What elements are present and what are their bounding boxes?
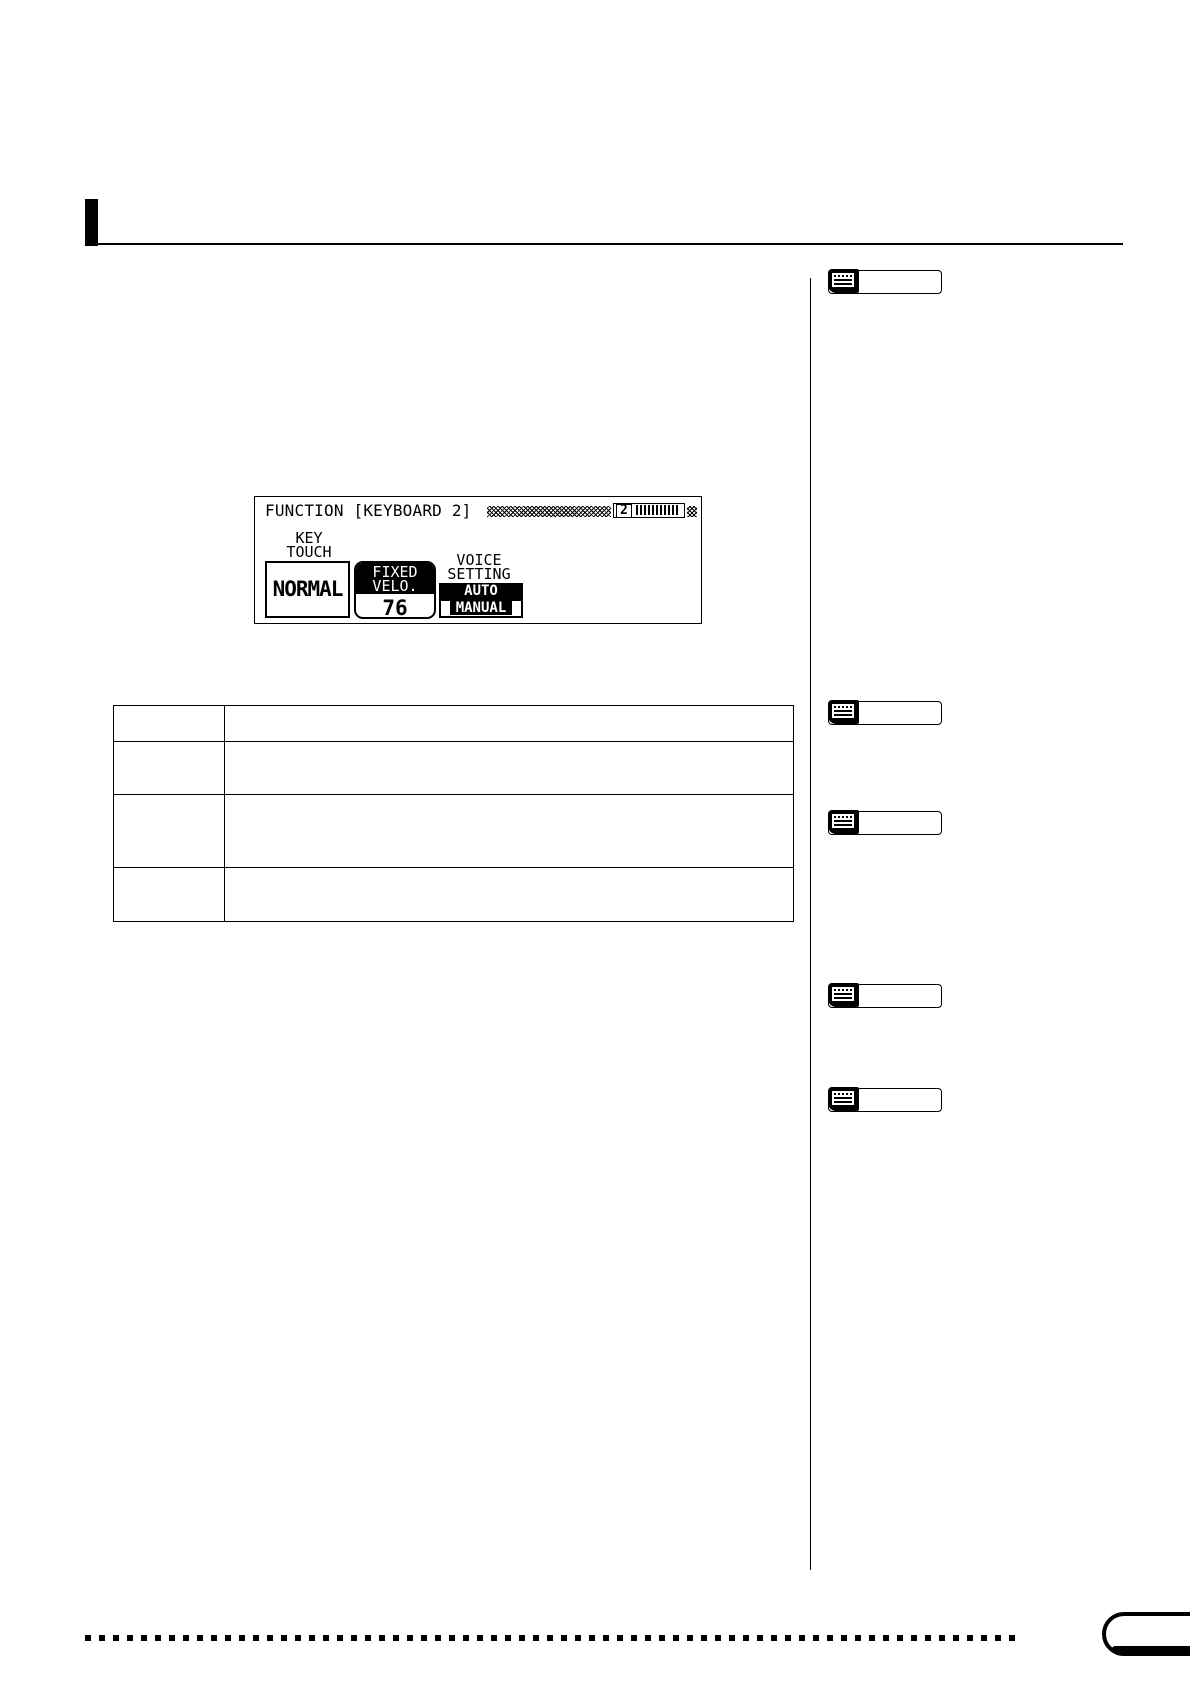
table-row <box>114 795 794 868</box>
voice-setting-label-line1: VOICE <box>456 551 502 569</box>
section-heading-rule <box>85 243 1123 245</box>
table-row <box>114 706 794 742</box>
lcd-title-hatch-end <box>687 506 697 517</box>
table-cell <box>114 868 225 922</box>
parameter-table <box>113 705 794 922</box>
note-tag <box>828 984 942 1008</box>
key-touch-box <box>265 561 350 618</box>
lcd-title-hatch <box>487 506 611 517</box>
note-tag <box>828 270 942 294</box>
table-cell <box>114 706 225 742</box>
key-touch-label-line1: KEY <box>295 529 323 547</box>
table-cell <box>225 868 794 922</box>
lcd-page-indicator <box>613 503 685 518</box>
table-cell <box>114 795 225 868</box>
table-cell <box>225 795 794 868</box>
note-icon <box>828 1087 859 1111</box>
note-icon <box>828 269 859 293</box>
fixed-velo-value: 76 <box>382 596 408 619</box>
footer-dotted-rule <box>85 1635 1020 1641</box>
section-heading-bar <box>85 199 98 246</box>
table-cell <box>225 706 794 742</box>
fixed-velo-label <box>356 563 434 594</box>
page-number-tab <box>1102 1612 1190 1656</box>
note-icon <box>828 700 859 724</box>
note-icon <box>828 810 859 834</box>
voice-setting-auto: AUTO <box>439 583 523 600</box>
fixed-velo-box <box>354 561 436 619</box>
page-tab-shadow <box>1112 1646 1190 1652</box>
lcd-title: FUNCTION [KEYBOARD 2] <box>265 501 472 520</box>
lcd-page-number: 2 <box>616 504 632 518</box>
note-tag <box>828 1088 942 1112</box>
note-tag <box>828 811 942 835</box>
voice-setting-label-line2: SETTING <box>447 565 511 583</box>
fixed-velo-label-line1: FIXED <box>372 563 418 581</box>
lcd-display <box>254 496 702 624</box>
key-touch-value: NORMAL <box>272 577 343 601</box>
margin-divider <box>810 278 811 1570</box>
voice-setting-label <box>439 553 519 581</box>
table-row <box>114 868 794 922</box>
note-tag <box>828 701 942 725</box>
note-icon <box>828 983 859 1007</box>
fixed-velo-label-line2: VELO. <box>372 577 418 595</box>
table-row <box>114 742 794 795</box>
key-touch-label-line2: TOUCH <box>286 543 332 561</box>
table-cell <box>225 742 794 795</box>
key-touch-label <box>267 531 351 559</box>
voice-setting-manual-text: MANUAL <box>450 601 513 615</box>
voice-setting-manual <box>439 599 523 618</box>
lcd-page-bars <box>636 505 680 515</box>
table-cell <box>114 742 225 795</box>
